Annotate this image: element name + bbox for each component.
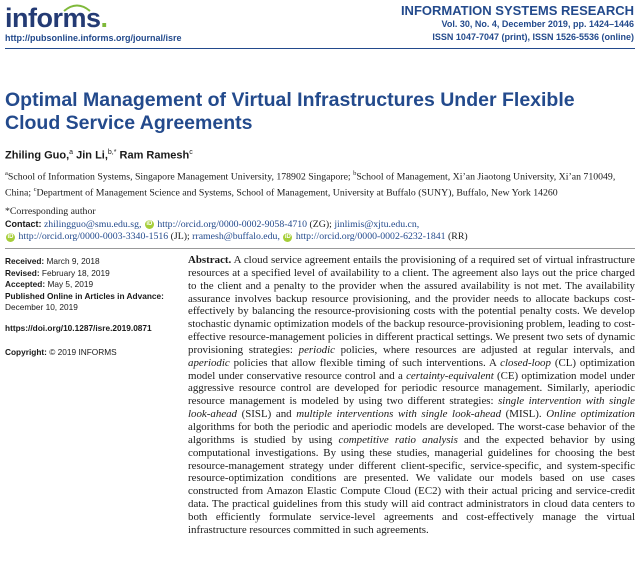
orcid-icon: iD bbox=[7, 233, 14, 240]
logo-dot: . bbox=[100, 3, 108, 33]
paper-title: Optimal Management of Virtual Infrastructures Under Flexible Cloud Service Agreements bbox=[5, 89, 575, 134]
received-label: Received: bbox=[5, 256, 45, 266]
logo-arc-icon bbox=[62, 2, 92, 12]
abstract-text: A cloud service agreement entails the provisioning of a required set of virtual infrastructure resources at a specified level of availability to a client. The agreement also lays out the price charged to the client and a penalty to the provider when the assured availability is not met. The availability assurance involves backup resource provisioning, and the provider needs to allocate backups cost-effectively by balancing the resource-provisioning costs with the potential penalty costs. We develop stochastic dynamic optimization models of the backup resource-provisioning problem, leading to cost-effective resource-management policies in different practical settings. We present two sets of dynamic provisioning strategies: bbox=[188, 254, 636, 356]
affil-sup: b bbox=[353, 170, 357, 177]
orcid-note: (JL); bbox=[170, 231, 190, 243]
orcid-note: (ZG); bbox=[309, 219, 332, 230]
published-label: Published Online in Articles in Advance: bbox=[5, 290, 164, 301]
abstract-text: (SISL) and bbox=[241, 408, 292, 421]
contact-label: Contact: bbox=[5, 219, 42, 229]
copyright-text: © 2019 INFORMS bbox=[49, 347, 117, 357]
copyright bbox=[5, 347, 117, 357]
affil-text: School of Management, Xi’an Jiaotong University, Xi’an 710049, China; bbox=[5, 171, 616, 198]
doi-link[interactable]: https://doi.org/10.1287/isre.2019.0871 bbox=[5, 323, 152, 333]
abstract-italic: periodic bbox=[298, 343, 335, 356]
article-history bbox=[5, 256, 175, 314]
abstract-text: algorithms for both the periodic and aperiodic models are developed. The worst-case behavior of the algorithms is studied by using bbox=[188, 420, 635, 446]
email-link[interactable]: rramesh@buffalo.edu, bbox=[192, 231, 280, 243]
revised-date: February 18, 2019 bbox=[41, 267, 110, 278]
accepted-date: May 5, 2019 bbox=[47, 279, 94, 289]
author-sup: b,* bbox=[107, 149, 117, 156]
orcid-link[interactable]: http://orcid.org/0000-0002-9058-4710 bbox=[157, 219, 308, 230]
abstract-italic: Online optimization bbox=[546, 408, 635, 421]
abstract-text: policies, where resources are adjusted at regular intervals, and bbox=[340, 343, 635, 356]
accepted-label: Accepted: bbox=[5, 279, 46, 289]
abstract-italic: single intervention with single look-ahead bbox=[188, 395, 635, 421]
author-name: Zhiling Guo, bbox=[5, 149, 70, 162]
orcid-icon: iD bbox=[146, 221, 153, 228]
published-date: December 10, 2019 bbox=[5, 302, 78, 312]
abstract-italic: aperiodic bbox=[188, 356, 230, 369]
author-name: Ram Ramesh bbox=[119, 149, 190, 162]
orcid-icon: iD bbox=[284, 233, 291, 240]
author-sup: a bbox=[69, 149, 74, 156]
affil-text: Department of Management Science and Systems, School of Management, University at Buffalo (SUNY), Buffalo, New York 14260 bbox=[36, 186, 558, 198]
contact-info bbox=[5, 218, 635, 244]
corresponding-author: *Corresponding author bbox=[5, 206, 96, 217]
received-date: March 9, 2018 bbox=[46, 256, 100, 266]
header-divider bbox=[5, 48, 635, 49]
affiliations bbox=[5, 168, 633, 199]
orcid-link[interactable]: http://orcid.org/0000-0003-3340-1516 bbox=[18, 231, 169, 243]
email-link[interactable]: jinlimis@xjtu.edu.cn, bbox=[334, 219, 420, 230]
orcid-link[interactable]: http://orcid.org/0000-0002-6232-1841 bbox=[295, 231, 446, 243]
copyright-label: Copyright: bbox=[5, 347, 47, 357]
journal-issn: ISSN 1047-7047 (print), ISSN 1526-5536 (online) bbox=[432, 32, 634, 42]
abstract-italic: certainty-equivalent bbox=[406, 369, 494, 382]
email-link[interactable]: zhilingguo@smu.edu.sg, bbox=[43, 219, 142, 230]
logo-text: informs bbox=[5, 3, 101, 33]
affil-text: School of Information Systems, Singapore Management University, 178902 Singapore; bbox=[7, 171, 351, 183]
author-name: Jin Li, bbox=[76, 149, 108, 162]
abstract-label: Abstract. bbox=[188, 254, 232, 266]
author-list bbox=[5, 149, 193, 162]
abstract-text: (CL) optimization model under conservative resource control and a bbox=[188, 356, 635, 382]
abstract-italic: competitive ratio analysis bbox=[338, 433, 458, 446]
informs-logo bbox=[5, 3, 108, 33]
abstract-text: and the expected behavior by using computational investigations. By using these studies, managerial guidelines for choosing the best resource-management strategy under different client-specific, service-specific, and system-specific resource-optimization conditions are presented. We validate our models based on use cases constructed from Amazon Elastic Compute Cloud (EC2) with their actual pricing and service-credit data. The practical guidelines from this study will aid contract administrators in cloud data centers to both efficiently formulate service-level agreements and cost-effectively manage the virtual infrastructure resources committed in such agreements. bbox=[188, 433, 635, 536]
journal-volume: Vol. 30, No. 4, December 2019, pp. 1424–1446 bbox=[441, 19, 634, 29]
orcid-note: (RR) bbox=[448, 231, 468, 243]
journal-name: INFORMATION SYSTEMS RESEARCH bbox=[400, 3, 634, 18]
affil-sup: c bbox=[33, 185, 37, 193]
abstract-text: (MISL). bbox=[505, 408, 542, 421]
affil-sup: a bbox=[5, 170, 8, 177]
author-sup: c bbox=[189, 149, 193, 156]
journal-url-link[interactable]: http://pubsonline.informs.org/journal/isre bbox=[5, 33, 182, 43]
abstract-text: policies that allow flexible timing of such interventions. A bbox=[233, 356, 497, 369]
section-divider bbox=[5, 248, 635, 249]
abstract-text: (CE) optimization model under aggressive resource control are developed for periodic resource management. Similarly, aperiodic resource management is modeled by using two different strategies: bbox=[188, 369, 635, 408]
abstract bbox=[188, 254, 635, 537]
revised-label: Revised: bbox=[5, 267, 40, 278]
abstract-italic: closed-loop bbox=[500, 356, 551, 369]
abstract-italic: multiple interventions with single look-ahead bbox=[296, 408, 502, 421]
